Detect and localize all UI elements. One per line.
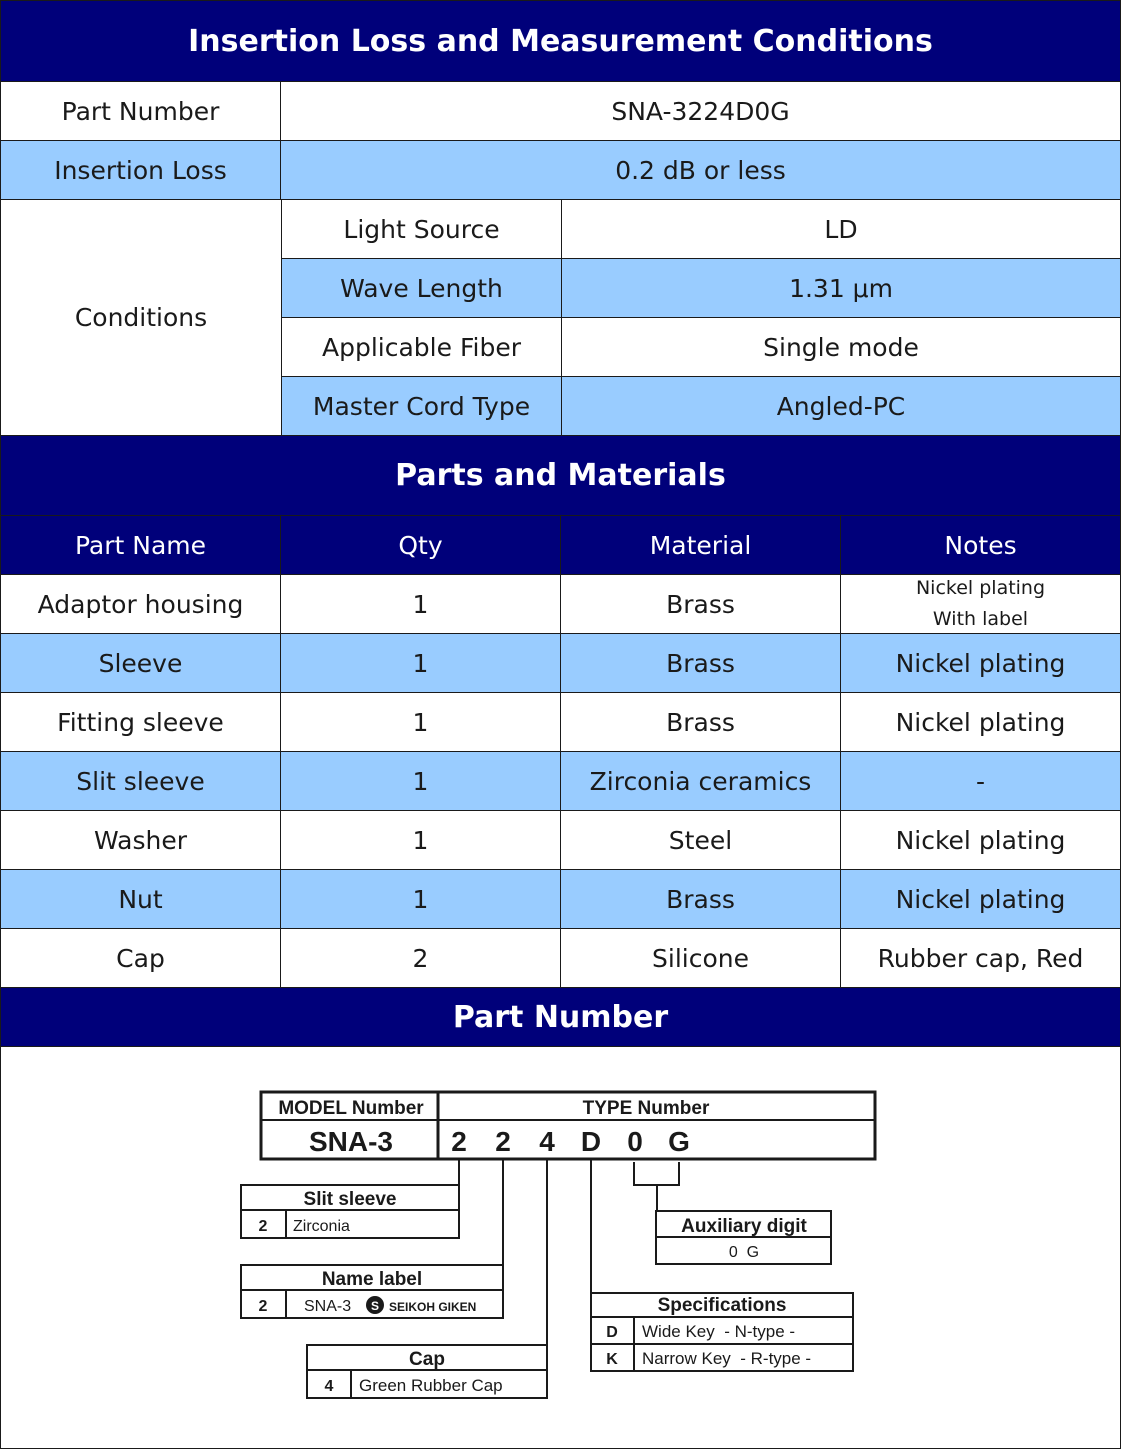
condition-master-cord-label: Master Cord Type bbox=[282, 377, 562, 436]
section-title-text: Part Number bbox=[452, 999, 669, 1035]
type-digit: 4 bbox=[539, 1126, 555, 1157]
part-qty: 1 bbox=[281, 575, 561, 633]
table-row bbox=[1, 929, 1120, 988]
part-qty: 1 bbox=[281, 634, 561, 692]
part-name: Cap bbox=[1, 929, 281, 987]
name-label-brand: SEIKOH GIKEN bbox=[389, 1300, 477, 1314]
part-name: Adaptor housing bbox=[1, 575, 281, 633]
part-qty: 1 bbox=[281, 752, 561, 810]
condition-light-source-label: Light Source bbox=[282, 200, 562, 259]
name-label-code: 2 bbox=[258, 1298, 268, 1315]
specifications-desc: Narrow Key - R-type - bbox=[642, 1349, 812, 1368]
condition-wave-length-label: Wave Length bbox=[282, 259, 562, 318]
part-name: Fitting sleeve bbox=[1, 693, 281, 751]
name-label-title: Name label bbox=[321, 1269, 423, 1290]
part-notes: - bbox=[841, 752, 1120, 810]
header-part-name: Part Name bbox=[1, 516, 281, 574]
type-digit: 2 bbox=[451, 1126, 467, 1157]
cap-code: 4 bbox=[324, 1378, 334, 1395]
part-name: Slit sleeve bbox=[1, 752, 281, 810]
type-digit: D bbox=[580, 1126, 602, 1157]
slit-sleeve-title: Slit sleeve bbox=[303, 1189, 397, 1210]
type-digit: 0 bbox=[627, 1126, 643, 1157]
header-material: Material bbox=[561, 516, 841, 574]
section-title-part-number bbox=[1, 988, 1120, 1047]
part-notes-line2: With label bbox=[932, 608, 1029, 630]
part-number-value: SNA-3224D0G bbox=[281, 82, 1120, 140]
part-notes: Nickel plating bbox=[841, 693, 1120, 751]
section-title-text: Insertion Loss and Measurement Conditions bbox=[188, 23, 933, 59]
cap-title: Cap bbox=[409, 1349, 445, 1370]
section-title-parts bbox=[1, 436, 1120, 516]
slit-sleeve-desc: Zirconia bbox=[293, 1218, 350, 1235]
part-number-diagram-svg bbox=[1, 1047, 1120, 1448]
header-qty: Qty bbox=[281, 516, 561, 574]
part-number-label: Part Number bbox=[1, 82, 281, 140]
type-digit: 2 bbox=[495, 1126, 511, 1157]
part-material: Brass bbox=[561, 634, 841, 692]
part-name: Nut bbox=[1, 870, 281, 928]
insertion-loss-label: Insertion Loss bbox=[1, 141, 281, 199]
insertion-loss-value: 0.2 dB or less bbox=[281, 141, 1120, 199]
parts-header-row bbox=[1, 516, 1120, 575]
svg-text:S: S bbox=[370, 1299, 380, 1313]
section-title-text: Parts and Materials bbox=[395, 458, 726, 493]
table-row bbox=[1, 870, 1120, 929]
part-number-row bbox=[1, 82, 1120, 141]
part-notes: Nickel plating bbox=[841, 870, 1120, 928]
table-row bbox=[1, 634, 1120, 693]
part-notes bbox=[841, 575, 1120, 633]
part-material: Silicone bbox=[561, 929, 841, 987]
part-qty: 1 bbox=[281, 811, 561, 869]
model-header: MODEL Number bbox=[278, 1098, 424, 1119]
section-title-insertion-loss bbox=[1, 1, 1120, 82]
auxiliary-value: 0 G bbox=[728, 1244, 760, 1261]
part-notes: Rubber cap, Red bbox=[841, 929, 1120, 987]
part-material: Steel bbox=[561, 811, 841, 869]
table-row bbox=[1, 575, 1120, 634]
part-material: Brass bbox=[561, 870, 841, 928]
part-material: Zirconia ceramics bbox=[561, 752, 841, 810]
table-row bbox=[1, 752, 1120, 811]
header-notes: Notes bbox=[841, 516, 1120, 574]
condition-fiber-label: Applicable Fiber bbox=[282, 318, 562, 377]
table-row bbox=[1, 693, 1120, 752]
auxiliary-bracket bbox=[634, 1162, 679, 1185]
seikoh-giken-logo-icon bbox=[366, 1296, 384, 1314]
condition-master-cord-value: Angled-PC bbox=[562, 377, 1120, 436]
cap-desc: Green Rubber Cap bbox=[359, 1376, 503, 1395]
insertion-loss-row bbox=[1, 141, 1120, 200]
specifications-code: D bbox=[606, 1324, 618, 1341]
part-notes: Nickel plating bbox=[841, 634, 1120, 692]
part-number-diagram bbox=[1, 1047, 1120, 1448]
part-name: Sleeve bbox=[1, 634, 281, 692]
auxiliary-title: Auxiliary digit bbox=[681, 1216, 807, 1237]
condition-fiber-value: Single mode bbox=[562, 318, 1120, 377]
table-row bbox=[1, 811, 1120, 870]
part-name: Washer bbox=[1, 811, 281, 869]
condition-wave-length-value: 1.31 μm bbox=[562, 259, 1120, 318]
part-material: Brass bbox=[561, 575, 841, 633]
model-value: SNA-3 bbox=[308, 1126, 394, 1157]
part-notes-line1: Nickel plating bbox=[915, 577, 1046, 599]
type-header: TYPE Number bbox=[582, 1098, 710, 1119]
part-notes: Nickel plating bbox=[841, 811, 1120, 869]
part-qty: 2 bbox=[281, 929, 561, 987]
conditions-label: Conditions bbox=[1, 200, 282, 436]
name-label-desc: SNA-3 bbox=[304, 1298, 352, 1315]
part-qty: 1 bbox=[281, 693, 561, 751]
part-qty: 1 bbox=[281, 870, 561, 928]
condition-light-source-value: LD bbox=[562, 200, 1120, 259]
type-digit: G bbox=[668, 1126, 690, 1157]
slit-sleeve-code: 2 bbox=[258, 1218, 268, 1235]
specifications-title: Specifications bbox=[657, 1295, 787, 1316]
part-material: Brass bbox=[561, 693, 841, 751]
specifications-code: K bbox=[606, 1351, 618, 1368]
specifications-desc: Wide Key - N-type - bbox=[642, 1322, 796, 1341]
